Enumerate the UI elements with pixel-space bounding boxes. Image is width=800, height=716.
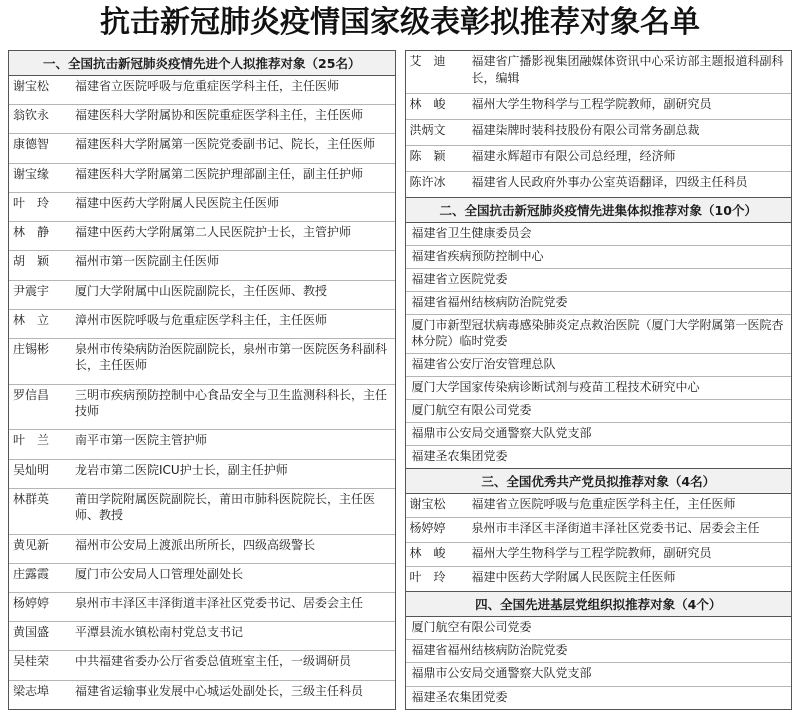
person-description: 福建柒牌时装科技股份有限公司常务副总裁 bbox=[471, 122, 700, 137]
list-item bbox=[406, 518, 792, 543]
organization-name: 福建省公安厅治安管理总队 bbox=[411, 357, 556, 372]
list-item bbox=[406, 400, 792, 423]
person-name: 叶 兰 bbox=[13, 433, 50, 448]
left-column bbox=[8, 50, 396, 710]
list-item bbox=[406, 640, 792, 663]
list-item bbox=[9, 651, 395, 680]
person-description: 福州市公安局上渡派出所所长，四级高级警长 bbox=[75, 537, 316, 552]
organization-name: 福建省福州结核病防治院党委 bbox=[411, 294, 568, 309]
person-description: 福州大学生物科学与工程学院教师，副研究员 bbox=[471, 545, 712, 560]
person-name: 林 立 bbox=[13, 312, 50, 327]
organization-name: 厦门市新型冠状病毒感染肺炎定点救治医院（厦门大学附属第一医院杏林分院）临时党委 bbox=[411, 317, 784, 349]
list-item bbox=[9, 193, 395, 222]
person-description: 福建医科大学附属第二医院护理部副主任，副主任护师 bbox=[75, 166, 364, 181]
list-item bbox=[9, 222, 395, 251]
person-description: 泉州市传染病防治医院副院长，泉州市第一医院医务科副科长，主任医师 bbox=[75, 341, 388, 373]
list-item bbox=[406, 172, 792, 197]
person-name: 吴灿明 bbox=[13, 462, 50, 477]
list-item bbox=[9, 489, 395, 535]
person-name: 谢宝松 bbox=[13, 79, 50, 93]
list-item bbox=[9, 430, 395, 459]
right-column bbox=[405, 50, 793, 710]
person-description: 中共福建省委办公厅省委总值班室主任，一级调研员 bbox=[75, 654, 352, 669]
person-name: 庄锡彬 bbox=[13, 341, 50, 356]
list-item bbox=[9, 164, 395, 193]
person-name: 林 峻 bbox=[409, 545, 446, 560]
list-item bbox=[9, 564, 395, 593]
person-name: 梁志埠 bbox=[13, 683, 50, 698]
list-item bbox=[9, 134, 395, 163]
person-name: 尹震宇 bbox=[13, 283, 50, 298]
person-name: 洪炳文 bbox=[409, 122, 446, 137]
organization-name: 福建省福州结核病防治院党委 bbox=[411, 642, 568, 657]
list-item bbox=[406, 120, 792, 146]
person-name: 庄露霞 bbox=[13, 566, 50, 581]
list-item bbox=[406, 94, 792, 120]
section-heading-4: 四、全国先进基层党组织拟推荐对象（4个） bbox=[406, 591, 792, 617]
list-item bbox=[9, 593, 395, 622]
person-name: 黄国盛 bbox=[13, 625, 50, 640]
list-item bbox=[9, 339, 395, 385]
organization-name: 厦门大学国家传染病诊断试剂与疫苗工程技术研究中心 bbox=[411, 379, 700, 394]
left-people-list bbox=[9, 76, 395, 709]
columns bbox=[8, 50, 792, 710]
list-item bbox=[9, 251, 395, 280]
list-item bbox=[406, 246, 792, 269]
person-name: 吴桂荣 bbox=[13, 654, 50, 669]
person-name: 黄见新 bbox=[13, 537, 50, 552]
person-name: 叶 玲 bbox=[409, 570, 446, 585]
list-item bbox=[9, 460, 395, 489]
organization-name: 福鼎市公安局交通警察大队党支部 bbox=[411, 425, 592, 440]
right-people-list bbox=[406, 51, 792, 197]
person-description: 福建永辉超市有限公司总经理，经济师 bbox=[471, 148, 676, 163]
person-name: 谢宝松 bbox=[409, 496, 446, 511]
person-name: 罗信昌 bbox=[13, 387, 50, 402]
list-item bbox=[406, 292, 792, 315]
person-description: 福建省运输事业发展中心城运处副处长，三级主任科员 bbox=[75, 683, 364, 698]
page-title: 抗击新冠肺炎疫情国家级表彰拟推荐对象名单 bbox=[100, 5, 700, 40]
person-description: 福建中医药大学附属人民医院主任医师 bbox=[75, 195, 280, 210]
list-item bbox=[9, 622, 395, 651]
organization-name: 福建圣农集团党委 bbox=[411, 689, 508, 704]
person-name: 林群英 bbox=[13, 491, 50, 506]
list-item bbox=[406, 446, 792, 468]
person-description: 平潭县流水镇松南村党总支书记 bbox=[75, 625, 244, 640]
person-name: 陈许冰 bbox=[409, 174, 446, 189]
person-description: 福建中医药大学附属第二人民医院护士长，主管护师 bbox=[75, 225, 352, 240]
organization-name: 福建省疾病预防控制中心 bbox=[411, 248, 544, 263]
collectives-list bbox=[406, 223, 792, 468]
person-description: 厦门市公安局人口管理处副处长 bbox=[75, 566, 244, 581]
party-orgs-list bbox=[406, 617, 792, 709]
list-item bbox=[406, 223, 792, 246]
list-item bbox=[406, 315, 792, 354]
person-description: 福建省人民政府外事办公室英语翻译，四级主任科员 bbox=[471, 174, 748, 189]
organization-name: 福建圣农集团党委 bbox=[411, 448, 508, 463]
list-item bbox=[9, 535, 395, 564]
list-item bbox=[406, 567, 792, 591]
person-description: 福州大学生物科学与工程学院教师，副研究员 bbox=[471, 96, 712, 111]
party-members-list bbox=[406, 494, 792, 591]
person-description: 福建医科大学附属协和医院重症医学科主任，主任医师 bbox=[75, 108, 364, 123]
list-item bbox=[9, 681, 395, 709]
list-item bbox=[406, 146, 792, 172]
organization-name: 福鼎市公安局交通警察大队党支部 bbox=[411, 666, 592, 681]
person-description: 泉州市丰泽区丰泽街道丰泽社区党委书记、居委会主任 bbox=[75, 596, 364, 610]
person-name: 艾 迪 bbox=[409, 54, 446, 68]
list-item bbox=[406, 354, 792, 377]
person-name: 康德智 bbox=[13, 137, 50, 152]
person-description: 南平市第一医院主管护师 bbox=[75, 433, 208, 448]
list-item bbox=[406, 269, 792, 292]
person-name: 林 静 bbox=[13, 225, 50, 240]
person-name: 翁钦永 bbox=[13, 108, 50, 123]
person-description: 厦门大学附属中山医院副院长，主任医师、教授 bbox=[75, 283, 328, 298]
list-item bbox=[406, 51, 792, 94]
list-item bbox=[406, 687, 792, 709]
organization-name: 福建省卫生健康委员会 bbox=[411, 225, 532, 240]
list-item bbox=[406, 663, 792, 686]
person-name: 林 峻 bbox=[409, 96, 446, 111]
person-name: 胡 颖 bbox=[13, 254, 50, 269]
person-name: 陈 颖 bbox=[409, 148, 446, 163]
person-description: 福州市第一医院副主任医师 bbox=[75, 254, 220, 269]
list-item bbox=[9, 385, 395, 431]
list-item bbox=[9, 76, 395, 105]
person-description: 福建医科大学附属第一医院党委副书记、院长，主任医师 bbox=[75, 137, 376, 152]
person-description: 泉州市丰泽区丰泽街道丰泽社区党委书记、居委会主任 bbox=[471, 521, 760, 536]
list-item bbox=[406, 617, 792, 640]
section-heading-1: 一、全国抗击新冠肺炎疫情先进个人拟推荐对象（25名） bbox=[9, 51, 395, 76]
list-item bbox=[9, 281, 395, 310]
person-description: 福建省广播影视集团融媒体资讯中心采访部主题报道科副科长，编辑 bbox=[471, 54, 784, 85]
list-item bbox=[406, 377, 792, 400]
list-item bbox=[9, 105, 395, 134]
person-description: 三明市疾病预防控制中心食品安全与卫生监测科科长，主任技师 bbox=[75, 387, 388, 419]
person-name: 叶 玲 bbox=[13, 195, 50, 210]
list-item bbox=[406, 494, 792, 519]
person-name: 谢宝缘 bbox=[13, 166, 50, 181]
list-item bbox=[9, 310, 395, 339]
person-description: 福建省立医院呼吸与危重症医学科主任，主任医师 bbox=[75, 79, 340, 93]
person-description: 龙岩市第二医院ICU护士长，副主任护师 bbox=[75, 462, 288, 477]
organization-name: 福建省立医院党委 bbox=[411, 271, 508, 286]
organization-name: 厦门航空有限公司党委 bbox=[411, 402, 532, 417]
list-item bbox=[406, 423, 792, 446]
organization-name: 厦门航空有限公司党委 bbox=[411, 619, 532, 634]
person-name: 杨婷婷 bbox=[13, 596, 50, 610]
list-item bbox=[406, 543, 792, 568]
person-description: 莆田学院附属医院副院长，莆田市肺科医院院长，主任医师、教授 bbox=[75, 491, 376, 523]
person-description: 福建省立医院呼吸与危重症医学科主任，主任医师 bbox=[471, 496, 736, 511]
person-description: 漳州市医院呼吸与危重症医学科主任，主任医师 bbox=[75, 312, 328, 327]
section-heading-3: 三、全国优秀共产党员拟推荐对象（4名） bbox=[406, 468, 792, 494]
person-name: 杨婷婷 bbox=[409, 521, 446, 536]
section-heading-2: 二、全国抗击新冠肺炎疫情先进集体拟推荐对象（10个） bbox=[406, 197, 792, 223]
person-description: 福建中医药大学附属人民医院主任医师 bbox=[471, 570, 676, 585]
